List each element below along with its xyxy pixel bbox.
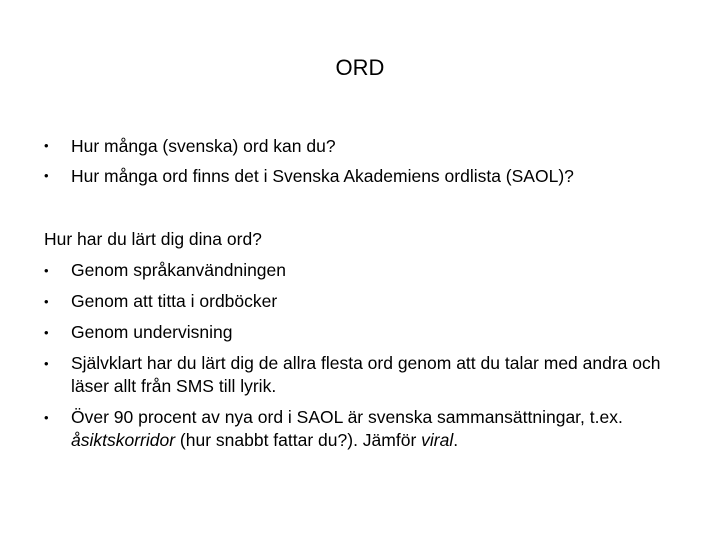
list-item — [44, 317, 684, 348]
question-text: Hur många ord finns det i Svenska Akademiens ordlista (SAOL)? — [71, 166, 574, 186]
italic-term: viral — [421, 430, 454, 450]
learning-section — [44, 224, 684, 456]
point-text-part: Över 90 procent av nya ord i SAOL är svenska sammansättningar, t.ex. — [71, 407, 623, 427]
italic-term: åsiktskorridor — [71, 430, 176, 450]
bullet-icon: • — [44, 138, 49, 153]
section-lead: Hur har du lärt dig dina ord? — [44, 229, 262, 249]
point-text: Genom att titta i ordböcker — [71, 291, 278, 311]
slide-title — [0, 53, 720, 83]
point-text-part: (hur snabbt fattar du?). Jämför — [175, 430, 422, 450]
point-text: Självklart har du lärt dig de allra flesta ord genom att du talar med andra och läser allt från SMS till lyrik. — [71, 353, 661, 396]
bullet-icon: • — [44, 410, 49, 425]
bullet-icon: • — [44, 168, 49, 183]
list-item — [44, 161, 684, 191]
point-text: Genom språkanvändningen — [71, 260, 287, 280]
list-item — [44, 131, 684, 161]
question-text: Hur många (svenska) ord kan du? — [71, 136, 336, 156]
list-item — [44, 286, 684, 317]
question-list — [44, 131, 684, 191]
list-item — [44, 348, 684, 402]
bullet-icon: • — [44, 263, 49, 278]
list-item — [44, 402, 684, 456]
slide-title-text: ORD — [335, 55, 385, 80]
point-text-part: . — [453, 430, 459, 450]
bullet-icon: • — [44, 294, 49, 309]
point-text: Genom undervisning — [71, 322, 233, 342]
point-list — [44, 255, 684, 456]
bullet-icon: • — [44, 356, 49, 371]
list-item — [44, 255, 684, 286]
point-text — [71, 407, 623, 450]
bullet-icon: • — [44, 325, 49, 340]
